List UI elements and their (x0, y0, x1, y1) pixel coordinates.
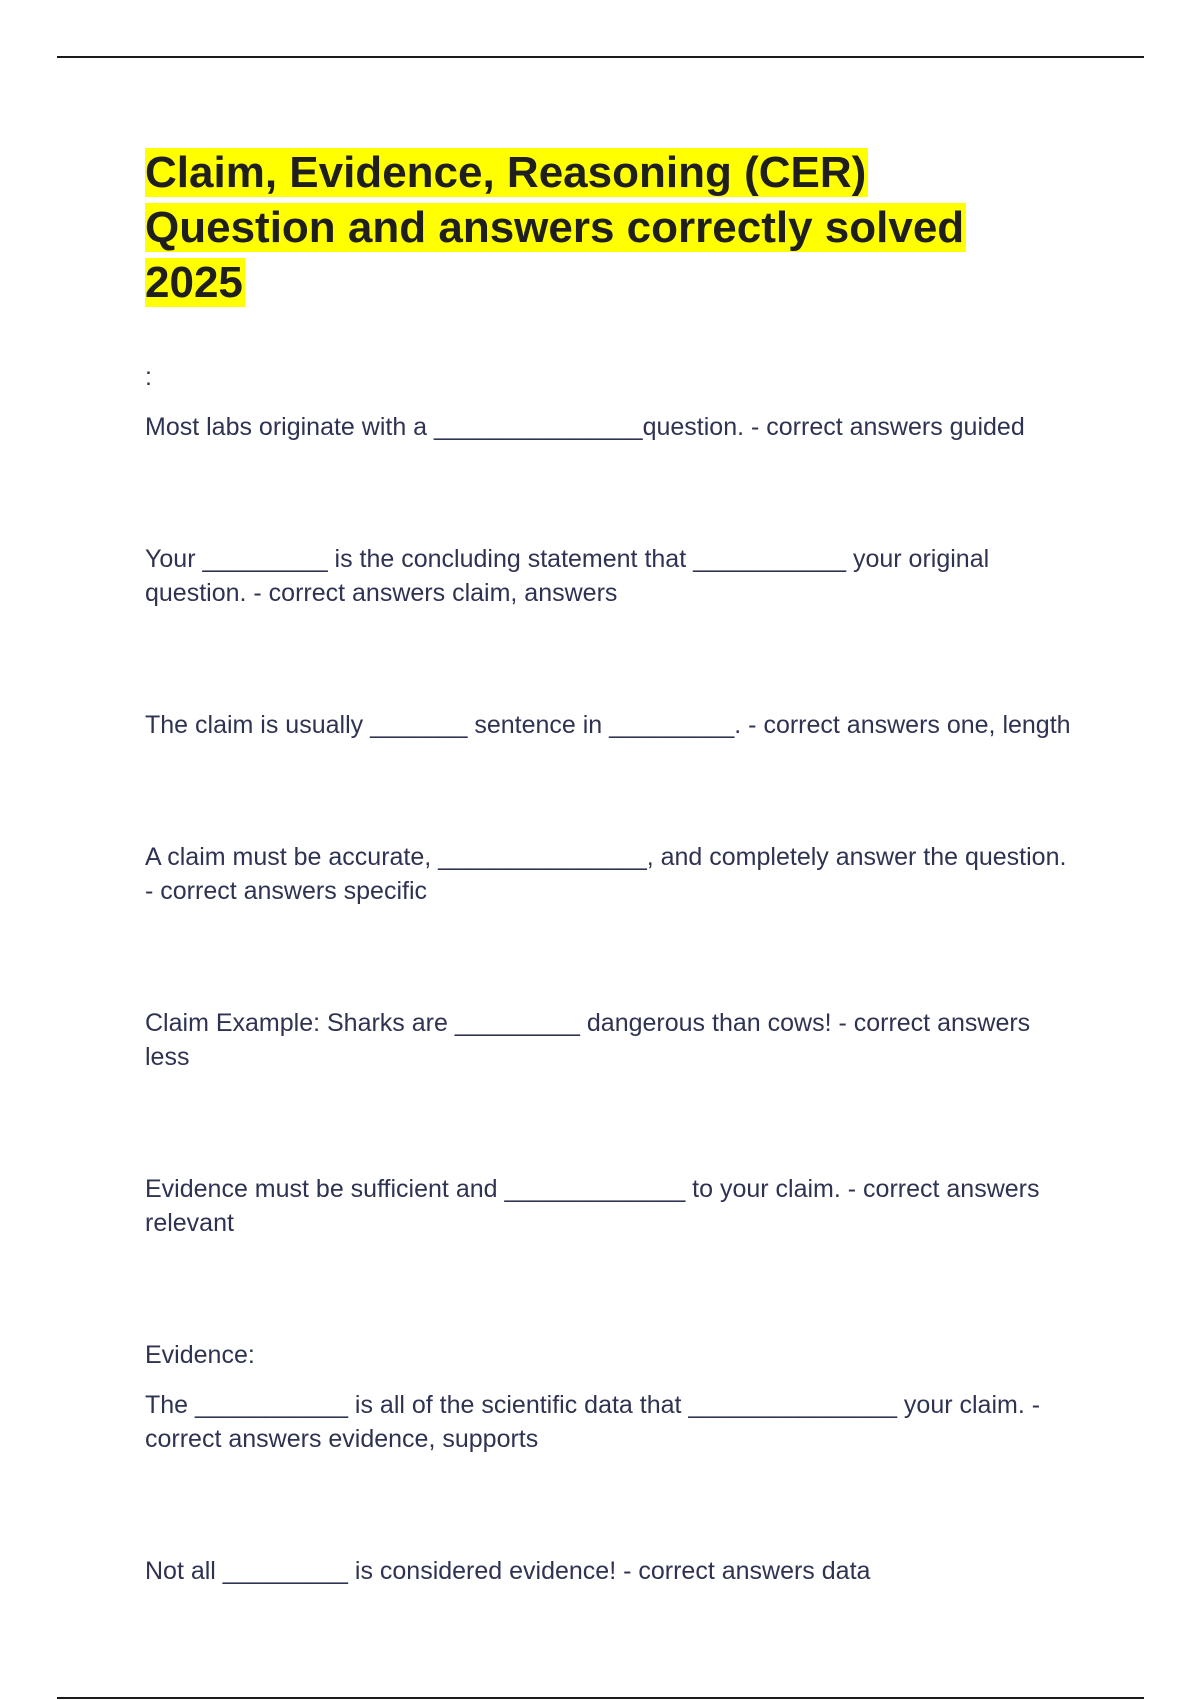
qa-item: Not all _________ is considered evidence! - correct answers data (145, 1557, 871, 1585)
qa-content (145, 360, 1075, 1588)
title-line-2: Question and answers correctly solved (145, 203, 965, 252)
title-line-1: Claim, Evidence, Reasoning (CER) (145, 148, 867, 197)
qa-item: A claim must be accurate, _______________, and completely answer the question. - correct answers specific (145, 843, 1067, 905)
qa-item: Your _________ is the concluding statement that ___________ your original question. - correct answers claim, answers (145, 545, 990, 607)
qa-item: The claim is usually _______ sentence in _________. - correct answers one, length (145, 711, 1071, 739)
qa-item: Evidence must be sufficient and _____________ to your claim. - correct answers relevant (145, 1175, 1040, 1237)
section-label-evidence: Evidence: (145, 1341, 255, 1369)
qa-item: The ___________ is all of the scientific data that _______________ your claim. - correct answers evidence, supports (145, 1391, 1041, 1453)
bottom-rule (57, 1697, 1144, 1699)
intro-mark: : (145, 363, 152, 391)
title-line-3: 2025 (145, 258, 243, 307)
qa-item: Claim Example: Sharks are _________ dangerous than cows! - correct answers less (145, 1009, 1031, 1071)
qa-item: Most labs originate with a _______________question. - correct answers guided (145, 413, 1025, 441)
top-rule (57, 56, 1144, 58)
page-title (145, 145, 1065, 310)
